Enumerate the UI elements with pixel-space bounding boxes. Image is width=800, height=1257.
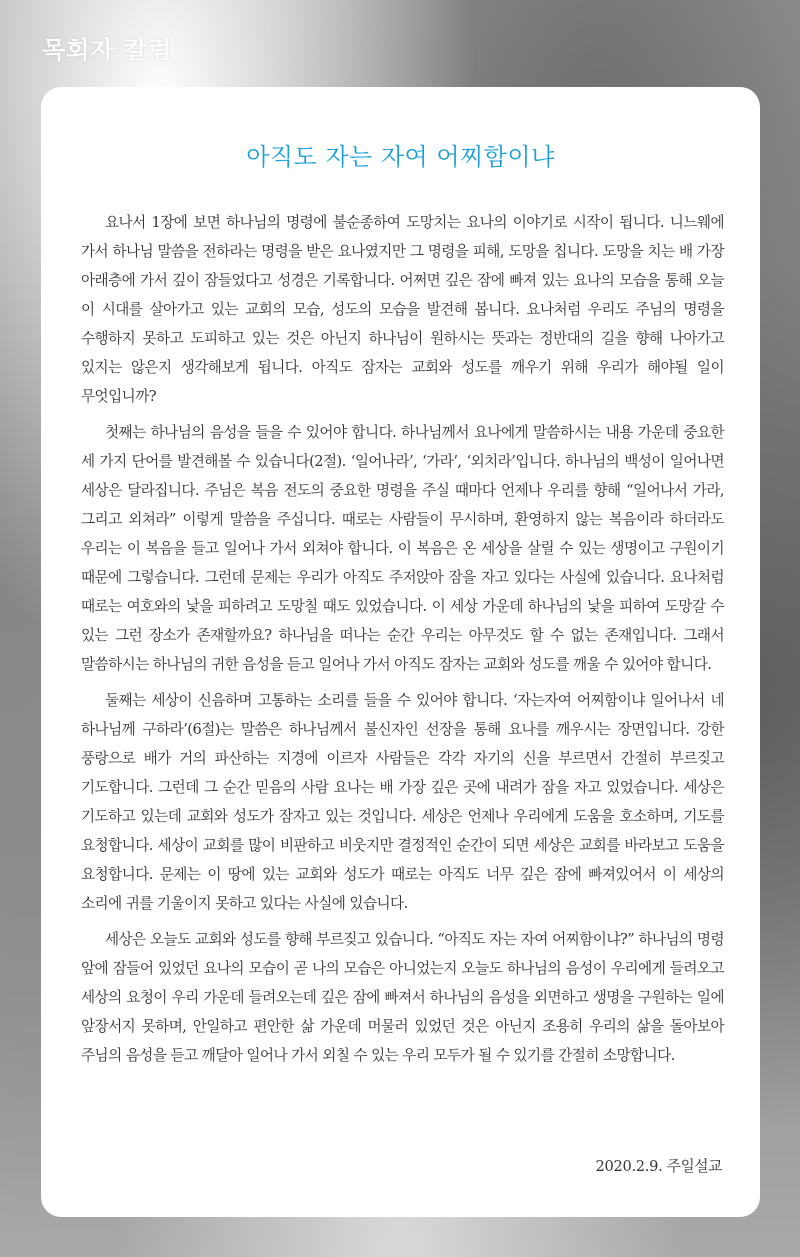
article-card — [41, 87, 760, 1217]
article-paragraph-2: 첫째는 하나님의 음성을 들을 수 있어야 합니다. 하나님께서 요나에게 말씀하시는 내용 가운데 중요한 세 가지 단어를 발견해볼 수 있습니다(2절). ‘일어나라’, ‘가라’, ‘외치라’입니다. 하나님의 백성이 일어나면 세상은 달라집니다. 주님은 복음 전도의 중요한 명령을 주실 때마다 언제나 우리를 향해 “일어나서 가라, 그리고 외쳐라” 이렇게 말씀을 주십니다. 때로는 사람들이 무시하며, 환영하지 않는 복음이라 하더라도 우리는 이 복음을 들고 일어나 가서 외쳐야 합니다. 이 복음은 온 세상을 살릴 수 있는 생명이고 구원이기 때문에 그렇습니다. 그런데 문제는 우리가 아직도 주저앉아 잠을 자고 있다는 사실에 있습니다. 요나처럼 때로는 여호와의 낯을 피하려고 도망칠 때도 있었습니다. 이 세상 가운데 하나님의 낯을 피하여 도망갈 수 있는 그런 장소가 존재할까요? 하나님을 떠나는 순간 우리는 아무것도 할 수 없는 존재입니다. 그래서 말씀하시는 하나님의 귀한 음성을 듣고 일어나 가서 아직도 잠자는 교회와 성도를 깨울 수 있어야 합니다. — [81, 424, 724, 673]
article-paragraph-1: 요나서 1장에 보면 하나님의 명령에 불순종하여 도망치는 요나의 이야기로 시작이 됩니다. 니느웨에 가서 하나님 말씀을 전하라는 명령을 받은 요나였지만 그 명령을 피해, 도망을 칩니다. 도망을 치는 배 가장 아래층에 가서 깊이 잠들었다고 성경은 기록합니다. 어쩌면 깊은 잠에 빠져 있는 요나의 모습을 통해 오늘 이 시대를 살아가고 있는 교회의 모습, 성도의 모습을 발견해 봅니다. 요나처럼 우리도 주님의 명령을 수행하지 못하고 도피하고 있는 것은 아닌지 하나님이 원하시는 뜻과는 정반대의 길을 향해 나아가고 있지는 않은지 생각해보게 됩니다. 아직도 잠자는 교회와 성도를 깨우기 위해 우리가 해야될 일이 무엇입니까? — [81, 214, 724, 405]
article-title: 아직도 자는 자여 어찌함이냐 — [246, 143, 555, 171]
column-header-title: 목회자 칼럼 — [42, 36, 173, 64]
article-body — [81, 208, 724, 1077]
sermon-date-signature: 2020.2.9. 주일설교 — [595, 1158, 722, 1175]
article-paragraph-4: 세상은 오늘도 교회와 성도를 향해 부르짖고 있습니다. “아직도 자는 자여 어찌함이냐?” 하나님의 명령 앞에 잠들어 있었던 요나의 모습이 곧 나의 모습은 아니었는지 오늘도 하나님의 음성이 우리에게 들려오고 세상의 요청이 우리 가운데 들려오는데 깊은 잠에 빠져서 하나님의 음성을 외면하고 생명을 구원하는 일에 앞장서지 못하며, 안일하고 편안한 삶 가운데 머물러 있었던 것은 아닌지 조용히 우리의 삶을 돌아보아 주님의 음성을 듣고 깨달아 일어나 가서 외칠 수 있는 우리 모두가 될 수 있기를 간절히 소망합니다. — [81, 931, 724, 1064]
article-paragraph-3: 둘째는 세상이 신음하며 고통하는 소리를 들을 수 있어야 합니다. ‘자는자여 어찌함이냐 일어나서 네 하나님께 구하라’(6절)는 말씀은 하나님께서 불신자인 선장을 통해 요나를 깨우시는 장면입니다. 강한 풍랑으로 배가 거의 파산하는 지경에 이르자 사람들은 각각 자기의 신을 부르면서 간절히 부르짖고 기도합니다. 그런데 그 순간 믿음의 사람 요나는 배 가장 깊은 곳에 내려가 잠을 자고 있었습니다. 세상은 기도하고 있는데 교회와 성도가 잠자고 있는 것입니다. 세상은 언제나 우리에게 도움을 호소하며, 기도를 요청합니다. 세상이 교회를 많이 비판하고 비웃지만 결정적인 순간이 되면 세상은 교회를 바라보고 도움을 요청합니다. 문제는 이 땅에 있는 교회와 성도가 때로는 아직도 너무 깊은 잠에 빠져있어서 이 세상의 소리에 귀를 기울이지 못하고 있다는 사실에 있습니다. — [81, 692, 724, 912]
